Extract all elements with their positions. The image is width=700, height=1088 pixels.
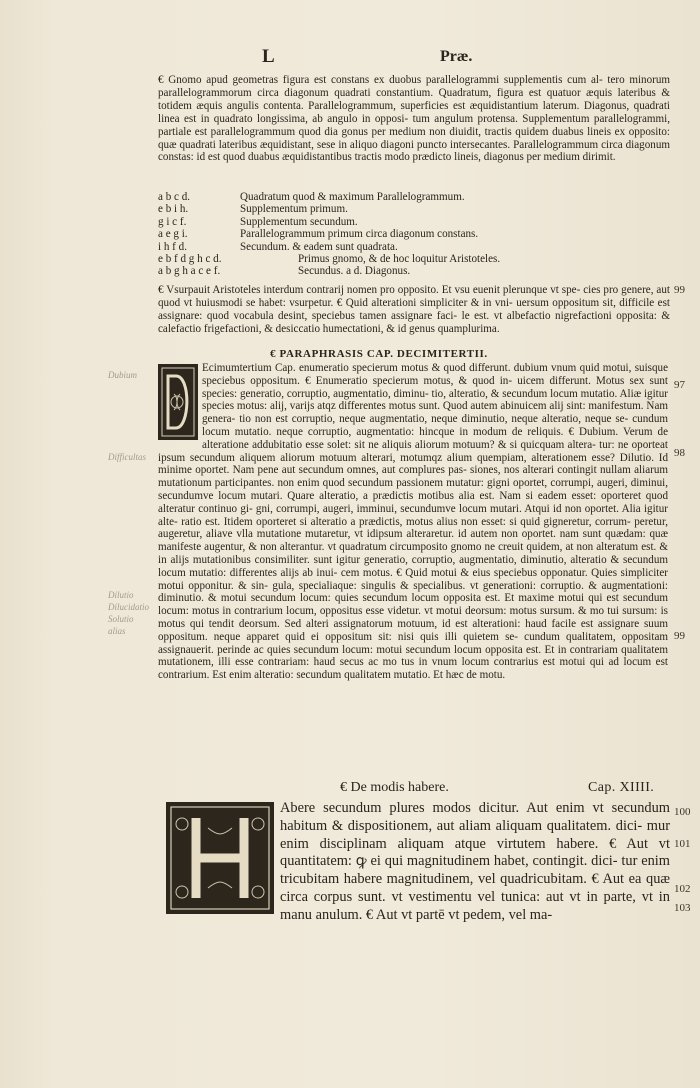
glossary-letters: a b c d. — [158, 191, 191, 203]
glossary-letters: e b i h. — [158, 203, 189, 216]
running-head: Præ. — [440, 48, 473, 65]
usurpauit-paragraph: € Vsurpauit Aristoteles interdum contrarij nomen pro opposito. Et vsu euenit plerunque vt spe- cies pro genere, aut quod vt huiusmodi se habet: vsurpetur. € Quid alterationi simpliciter & in vni- uersum oppositum sit, difficile est assignare: quod vocabula desint, speciebus tamen assignare faci- le est. vt albefactio nigrefactioni opposita: & calefactio frigefactioni, & desiccatio humectationi, & id genus quamplurima. — [158, 284, 670, 335]
margin-number: 100 — [674, 806, 691, 818]
glossary-row — [158, 216, 678, 228]
glossary-letters: i h f d. — [158, 240, 187, 253]
margin-number: 102 — [674, 883, 691, 895]
initial-h-woodcut — [166, 802, 274, 914]
margin-number: 97 — [674, 379, 685, 391]
initial-d-woodcut — [158, 364, 198, 440]
glossary-text: Supplementum secundum. — [240, 215, 358, 228]
margin-number: 101 — [674, 838, 691, 850]
glossary-row — [158, 191, 678, 203]
glossary-list — [158, 191, 678, 278]
glossary-row — [158, 203, 678, 215]
glossary-text: Quadratum quod & maximum Parallelogrammum. — [240, 191, 465, 203]
glossary-text: Secundum. & eadem sunt quadrata. — [240, 240, 398, 253]
glossary-text: Primus gnomo, & de hoc loquitur Aristoteles. — [298, 252, 501, 265]
margin-number: 98 — [674, 447, 685, 459]
margin-note: Dilucidatio — [108, 602, 149, 612]
margin-note: Dubium — [108, 370, 137, 380]
glossary-letters: g i c f. — [158, 215, 187, 228]
habere-paragraph — [166, 800, 670, 925]
glossary-text: Supplementum primum. — [240, 203, 348, 216]
glossary-text: Secundus. a d. Diagonus. — [298, 265, 411, 278]
glossary-row — [158, 228, 678, 240]
chapter-14-number: Cap. XIIII. — [588, 780, 655, 795]
paraphrasis-text: Ecimumtertium Cap. enumeratio specierum motus & quod differunt. dubium vnum quid motui, suisque speciebus oppositum. € Enumeratio specierum motus, & quod in- uicem differunt. Motus sex sunt species: generatio, corruptio, augmentatio, diminu- tio, alteratio, & secundum locum mutatio. Aliæ igitur species motus: alij, varijs atqz differentes motus sunt. Quod autem abinuicem alij sint: manifestum. Nam genera- tio non est corruptio, neque augmentatio, neque diminutio, neque alteratio, neque se- cundum locum mutatio. neque corruptio, augmentatio: hincque in modum de reliquis. € Dubium. Verum de alteratione addubitatio esse solet: sit ne aliquis aliorum motuum? & si quicquam altera- tur: ne oporteat ipsum secundum aliquem aliorum motuum alterari, motumqz alium quempiam, alterationem esse? Dilutio. Id minime oportet. Nam pene aut secundum omnes, aut complures pas- siones, nos alterari contingit nullam aliarum mutationum participantes. non enim quod secundum passionem mutatur: gigni oportet, corrumpi, augeri, diminui, secundumve locum mutari. Quare alteratio, a prædictis motibus alia est. Nam si eadem esset: oporteret quod alteratur continuo gi- gni, corrumpi, augeri, imminui, secundumve locum mutari. Atqui id non oportet. Alia igitur alte- ratio est. Itidem oporteret si alteratio a prædictis, motus alius non esset: si quid gigneretur, corrum- peretur, augeretur, aliave vlla mutatione mutaretur, vt idipsum alteraretur. id autem non oportet. nam sunt quædam: quæ manifeste augentur, & non alterantur. vt quadratum circumposito gnomo ne creuit quidem, at non alteratum est. & in alijs mutationibus consimiliter. sunt igitur generatio, corruptio, augmentatio, diminutio, alteratio & secundum locum mutatio: differentes alijs ab inui- cem motus. € Quid motui & eius speciebus opponatur. Quies simpliciter motui opponitur. & sin- gula, specialiaque: singulis & specialibus. vt generationi: corruptio. & augmentationi: diminutio. & motui secundum locum: quies secundum locum opposita est. Et maxime motui qui est secundum locum: motus in contrarium locum, oppositus esse videtur. vt motui deorsum: motus sursum. & mo tui sursum: is motus qui tendit deorsum. Sed alteri assignatorum motuum, id est alterationi: haud facile est assignare suum oppositum. neque apparet quid ei oppositum sit: nisi quis illi quietem se- cundum qualitatem, oppositam assignauerit. perinde ac quies secundum locum: motui secundum locum opposita est. Et in contrariam qualitatem mutationem, illi esse contrariam: haud secus ac mo tus in vnum locum contrarius est motui qui ad locum est contrarium. Est enim alteratio: secundum qualitatem mutatio. Et hæc de motu. — [158, 362, 668, 682]
margin-note: Dilutio — [108, 590, 134, 600]
habere-text: Abere secundum plures modos dicitur. Aut enim vt secundum habitum & dispositionem, aut aliam aliquam qualitatem. dici- mur enim disciplinam aliquam atque virtutem habere. € Aut vt quantitatem: ꝙ ei qui magnitudinem habet, contingit. dici- tur enim tricubitam habere magnitudinem, vel quadricubitam. € Aut ea quæ circa corpus sunt. vt vestimentu vel tunica: aut vt in parte, vt in manu anulum. € Aut vt partē vt pedem, vel ma- — [280, 800, 670, 923]
page-header — [0, 46, 700, 70]
glossary-letters: a e g i. — [158, 228, 188, 241]
glossary-letters: a b g h a c e f. — [158, 265, 221, 278]
margin-note: alias — [108, 626, 126, 636]
margin-note: Difficultas — [108, 452, 146, 462]
folio-letter: L — [262, 46, 276, 67]
margin-number: 99 — [674, 284, 685, 296]
gnomo-paragraph: € Gnomo apud geometras figura est constans ex duobus parallelogrammi supplementis cum al- tero minorum parallelogrammorum circa diagonum quadrati constantium. Quadratum, figura est quatuor æquis lateribus & totidem æquis angulis contenta. Parallelogrammum, superficies est æquidistantium laterum. Diagonus, quadrati linea est in quadrato longissima, ab angulo in opposi- tum angulum protensa. Supplementum parallelogrammi, partiale est parallelogrammum quod dia gonus per medium non diuidit, tractis quidem duabus lineis ex opposito: quæ quadrati lateribus æquidistant, sese in aliquo diagoni puncto intersecantes. Parallelogrammum circa diagonum constas: id est quod duabus æquidistantibus tractis modo prædicto lineis, diagonus per medium dirimit. — [158, 74, 670, 164]
paraphrasis-paragraph — [158, 362, 668, 682]
margin-number: 99 — [674, 630, 685, 642]
margin-note: Solutio — [108, 614, 134, 624]
glossary-letters: e b f d g h c d. — [158, 252, 222, 265]
glossary-row — [158, 253, 678, 265]
chapter-14-title: € De modis habere. — [340, 780, 449, 795]
margin-number: 103 — [674, 902, 691, 914]
glossary-text: Parallelogrammum primum circa diagonum constans. — [240, 228, 479, 241]
paraphrasis-heading: € PARAPHRASIS CAP. DECIMITERTII. — [270, 348, 488, 360]
glossary-row — [158, 265, 678, 277]
glossary-row — [158, 241, 678, 253]
